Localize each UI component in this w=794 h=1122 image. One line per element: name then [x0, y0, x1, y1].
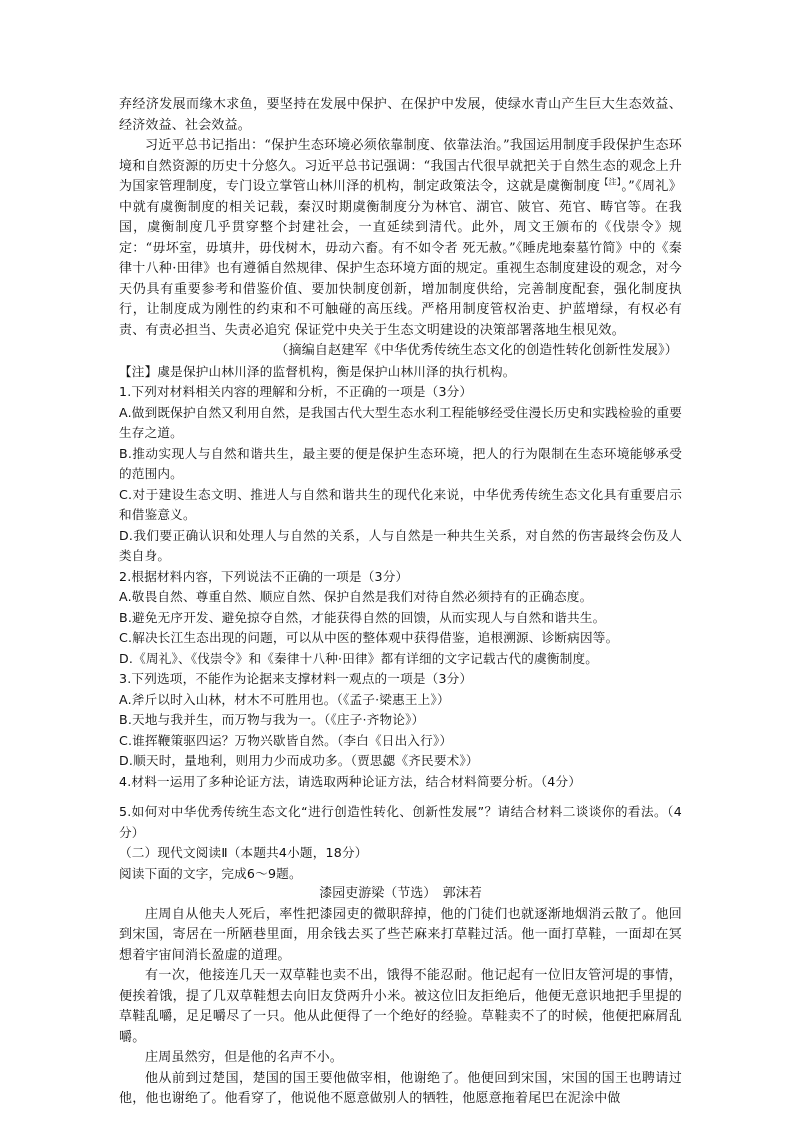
question-3-option-d[interactable]: D.顺天时，量地利，则用力少而成功多。（贾思勰《齐民要术》）: [119, 753, 479, 768]
question-1-stem: 1.下列对材料相关内容的理解和分析，不正确的一项是（3分）: [119, 384, 473, 399]
question-2-option-d[interactable]: D.《周礼》、《伐崇令》和《秦律十八种·田律》都有详细的文字记载古代的虞衡制度。: [119, 650, 599, 666]
question-1-option-a[interactable]: A.做到既保护自然又利用自然，是我国古代大型生态水利工程能够经受住漫长历史和实践检验的重要生存之道。: [119, 404, 682, 440]
question-1-option-c[interactable]: C.对于建设生态文明、推进人与自然和谐共生的现代化来说，中华优秀传统生态文化具有重要启示和借鉴意义。: [119, 486, 682, 522]
story-title: 漆园吏游梁（节选） 郭沫若: [319, 886, 482, 901]
material1-source: （摘编自赵建军《中华优秀传统生态文化的创造性转化创新性发展》）: [275, 343, 678, 358]
question-2-option-b[interactable]: B.避免无序开发、避免掠夺自然，才能获得自然的回馈，从而实现人与自然和谐共生。: [119, 609, 606, 625]
answer-space: [119, 792, 682, 802]
question-3-option-c[interactable]: C.谁挥鞭策驱四运？万物兴歇皆自然。（李白《日出入行》）: [119, 732, 453, 748]
section-2-instruction: 阅读下面的文字，完成6～9题。: [119, 865, 302, 881]
law-text-part2: 。”《周礼》中就有虞衡制度的相关记载，秦汉时期虞衡制度分为林官、湖官、陂官、苑官、畴官等。在我国，虞衡制度几乎贯穿整个封建社会，一直延续到清代。此外，周文王颁布的《伐崇令》规定：“毋坏室，毋填井，毋伐树木，毋动六畜。有不如令者 死无赦。”《睡虎地秦墓竹简》中的《秦律十八种·田律》也有遵循自然规律、保护生态环境方面的规定。重视生态制度建设的观念，对今天仍具有重要参考和借鉴价值、要加快制度创新，增加制度供给，完善制度配套，强化制度执行，让制度成为刚性的约束和不可触碰的高压线。严格用制度管权治吏、护蓝增绿，有权必有责、有责必担当、失责必追究 保证党中央关于生态文明建设的决策部署落地生根见效。: [119, 179, 682, 338]
question-1-option-b[interactable]: B.推动实现人与自然和谐共生，最主要的便是保护生态环境，把人的行为限制在生态环境能够承受的范围内。: [119, 445, 682, 481]
question-3-option-a[interactable]: A.斧斤以时入山林，材木不可胜用也。（《孟子·梁惠王上》）: [119, 691, 450, 707]
story-paragraph: 他从前到过楚国，楚国的国王要他做宰相，他谢绝了。他便回到宋国，宋国的国王也聘请过他，他也谢绝了。他看穿了，他说他不愿意做别人的牺牲，他愿意拖着尾巴在泥涂中做: [119, 1070, 682, 1106]
question-2-option-c[interactable]: C.解决长江生态出现的问题，可以从中医的整体观中获得借鉴，追根溯源、诊断病因等。: [119, 630, 619, 645]
note-reference-mark: 【注】: [600, 177, 622, 187]
law-text-part1: 习近平总书记指出：“保护生态环境必须依靠制度、依靠法治。”我国运用制度手段保护生态环境和自然资源的历史十分悠久。习近平总书记强调：“我国古代很早就把关于自然生态的观念上升为国家管理制度，专门设立掌管山林川泽的机构，制定政策法令，这就是虞衡制度: [119, 138, 682, 194]
question-3-stem: 3.下列选项，不能作为论据来支撑材料一观点的一项是（3分）: [119, 671, 473, 686]
story-paragraph: 有一次，他接连几天一双草鞋也卖不出，饿得不能忍耐。他记起有一位旧友管河堤的事情，便挨着饿，提了几双草鞋想去向旧友贷两升小米。被这位旧友拒绝后，他便无意识地把手里提的草鞋乱嚼，足足嚼尽了一只。他从此便得了一个绝好的经验。草鞋卖不了的时候，他便把麻屑乱嚼。: [119, 968, 682, 1045]
material1-paragraph-continued: 弃经济发展而缘木求鱼，要坚持在发展中保护、在保护中发展，使绿水青山产生巨大生态效益、经济效益、社会效益。: [119, 97, 682, 133]
question-5: 5.如何对中华优秀传统生态文化“进行创造性转化、创新性发展”？请结合材料二谈谈你的看法。（4分）: [119, 804, 682, 840]
material1-note: 【注】虞是保护山林川泽的监督机构，衡是保护山林川泽的执行机构。: [119, 363, 516, 379]
section-2-header: （二）现代文阅读Ⅱ（本题共4小题，18分）: [119, 845, 368, 860]
question-2-option-a[interactable]: A.敬畏自然、尊重自然、顺应自然、保护自然是我们对待自然必须持有的正确态度。: [119, 589, 593, 604]
question-3-option-b[interactable]: B.天地与我并生，而万物与我为一。（《庄子·齐物论》）: [119, 712, 425, 727]
question-4: 4.材料一运用了多种论证方法，请选取两种论证方法，结合材料简要分析。（4分）: [119, 773, 582, 789]
question-1-option-d[interactable]: D.我们要正确认识和处理人与自然的关系，人与自然是一种共生关系，对自然的伤害最终会伤及人类自身。: [119, 527, 682, 563]
story-paragraph: 庄周自从他夫人死后，率性把漆园吏的微职辞掉，他的门徒们也就逐渐地烟消云散了。他回到宋国，寄居在一所陋巷里面，用余钱去买了些芒麻来打草鞋过活。他一面打草鞋，一面却在冥想着宇宙间消长盈虚的道理。: [119, 906, 682, 963]
story-paragraph: 庄周虽然穷，但是他的名声不小。: [145, 1050, 344, 1065]
question-2-stem: 2.根据材料内容，下列说法不正确的一项是（3分）: [119, 568, 409, 584]
material1-paragraph-law: [119, 136, 682, 341]
